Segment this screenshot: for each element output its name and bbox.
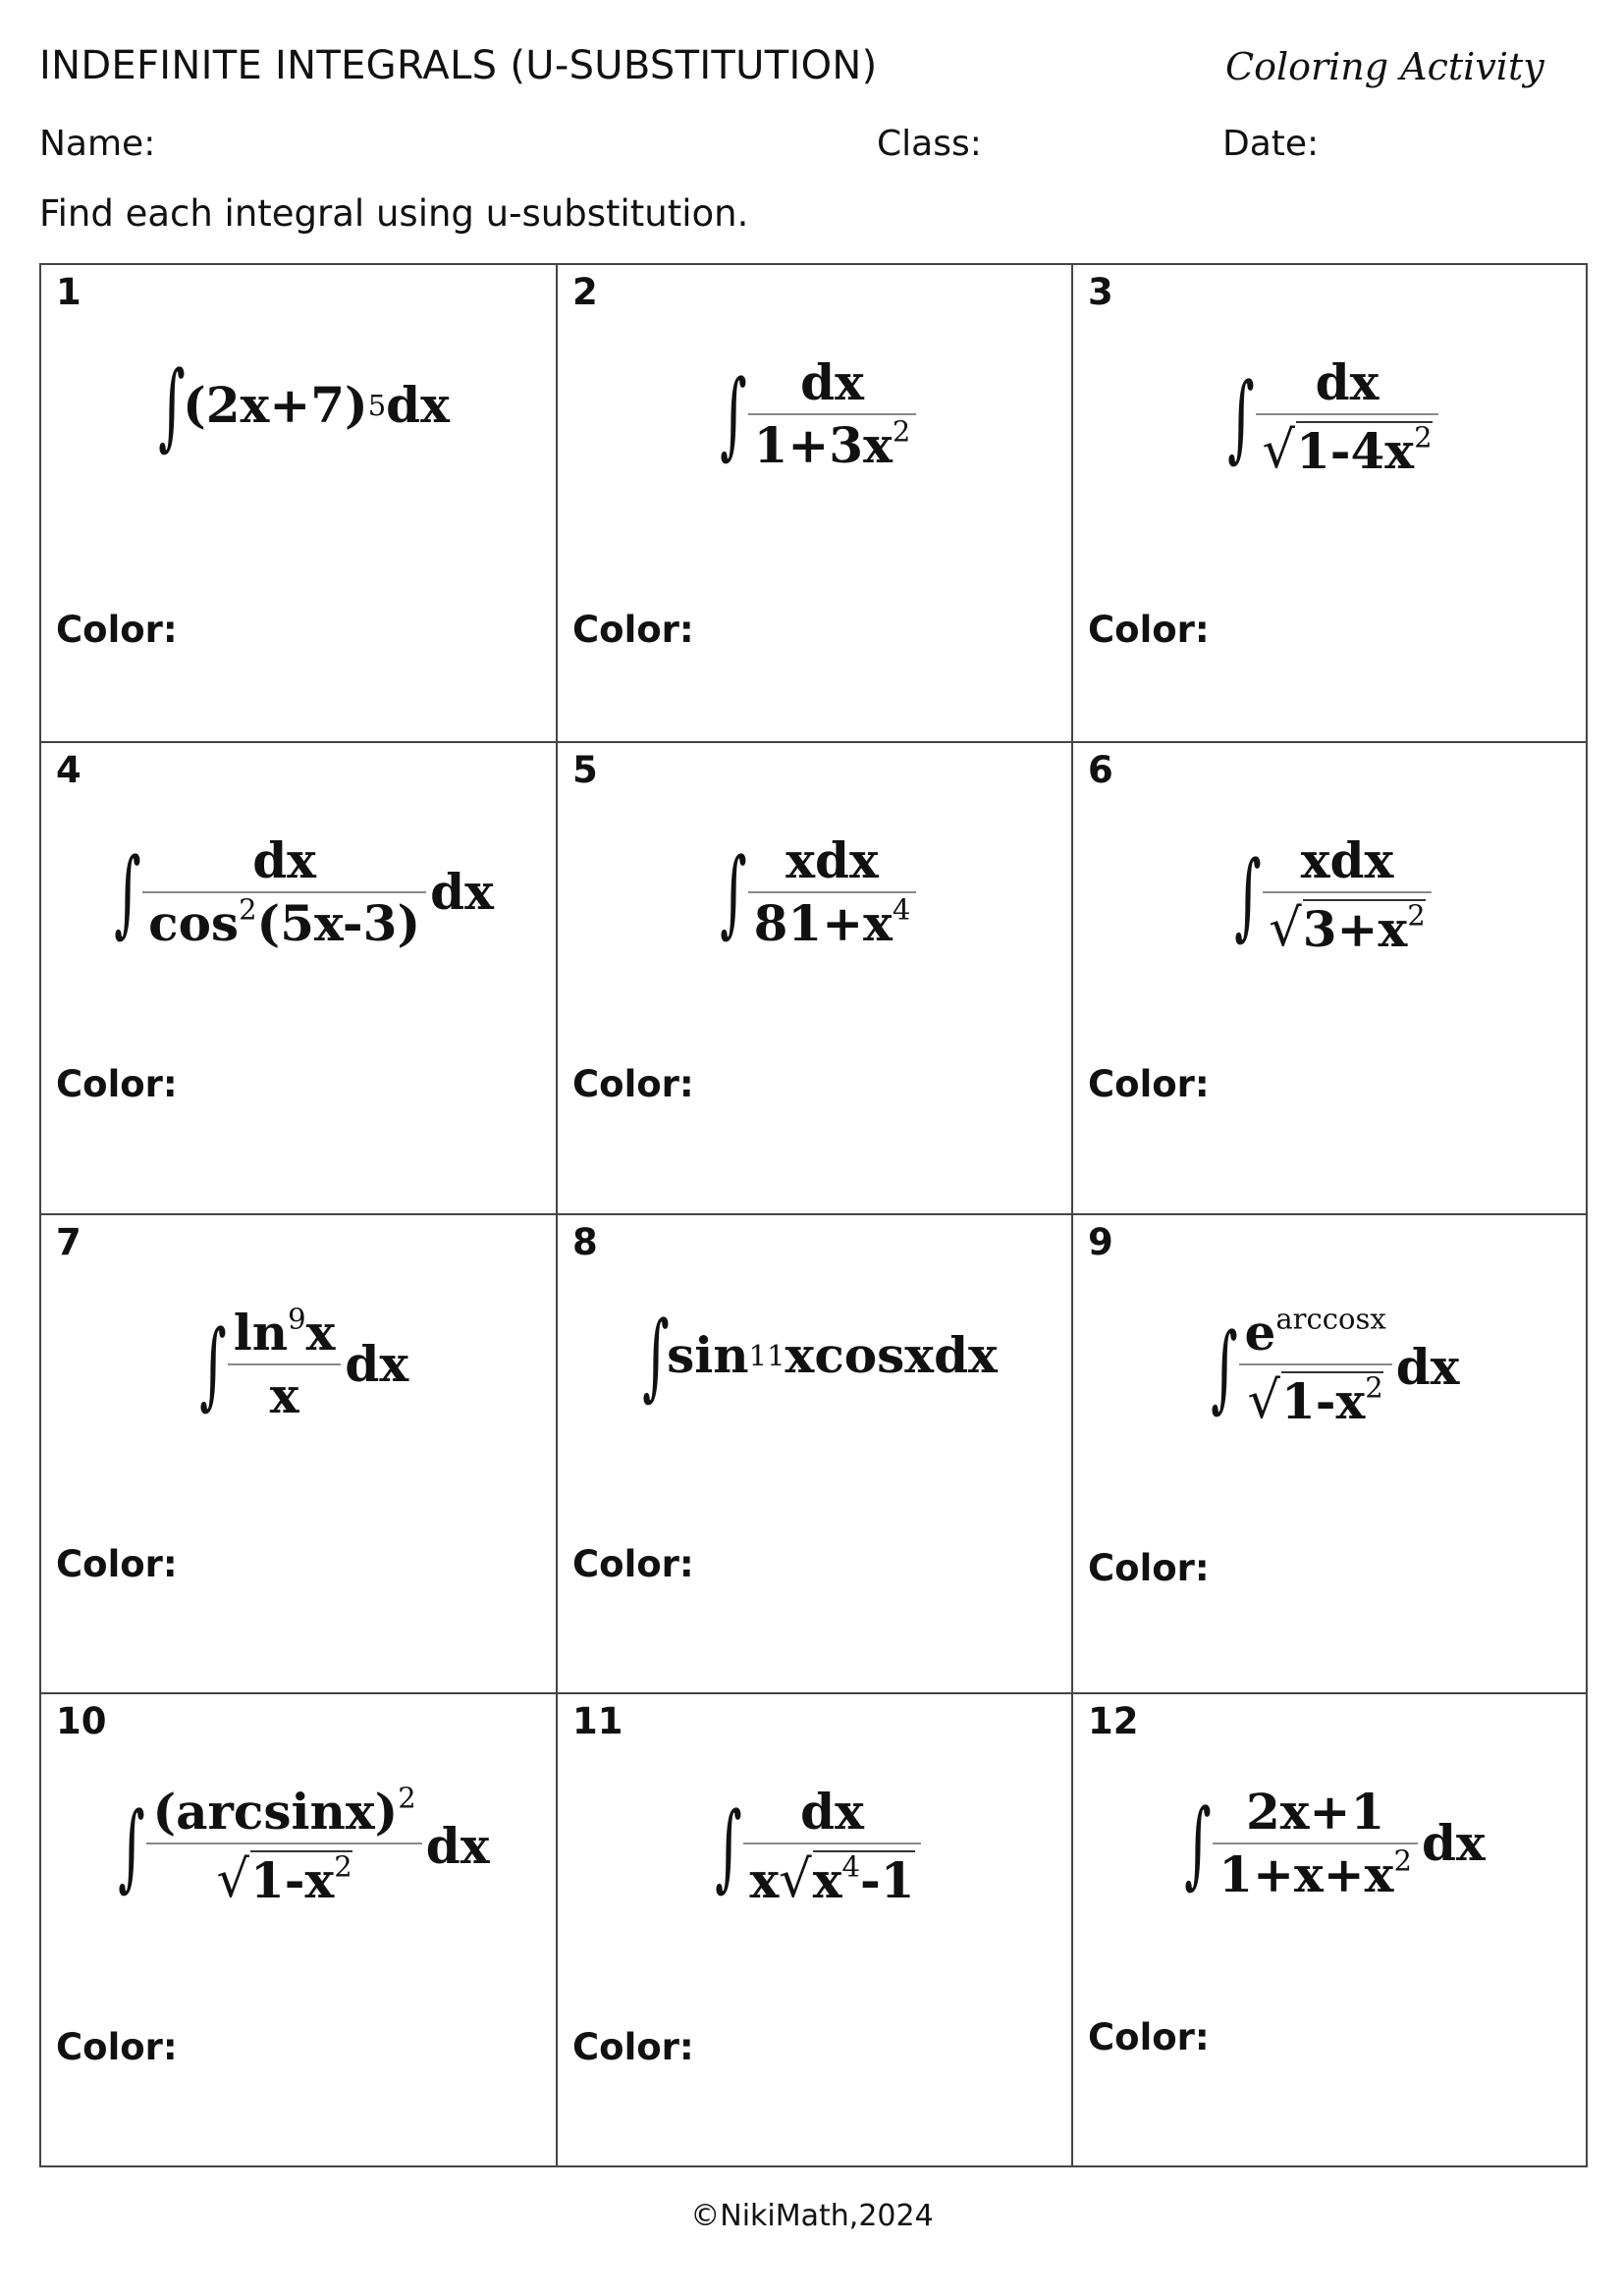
- numerator: dx: [800, 1783, 864, 1841]
- problem-number: 4: [56, 749, 81, 791]
- radical-sign: √: [1269, 897, 1302, 958]
- differential: dx: [345, 1335, 409, 1393]
- integral-expression: [41, 1781, 556, 1909]
- denominator: √ $3+x^2$: [1269, 897, 1426, 958]
- problem-number: 2: [572, 271, 598, 313]
- integral-expression: [1073, 831, 1586, 958]
- problem-cell: [558, 1215, 1073, 1694]
- fraction: [1263, 831, 1431, 958]
- problem-cell: [41, 1215, 558, 1694]
- problem-number: 5: [572, 749, 598, 791]
- denominator: $1+x+x^2$: [1218, 1843, 1412, 1903]
- differential: dx: [386, 376, 450, 434]
- color-label: Color:: [1088, 1063, 1210, 1105]
- numerator: dx: [1315, 353, 1380, 411]
- problem-cell: [41, 265, 558, 743]
- problem-number: 7: [56, 1221, 81, 1263]
- integral-expression: [558, 831, 1071, 952]
- name-field-label: Name:: [39, 124, 156, 164]
- integral-expression: [41, 1302, 556, 1424]
- numerator: dx: [252, 831, 316, 889]
- problem-cell: [558, 265, 1073, 743]
- radical-sign: √: [779, 1848, 812, 1909]
- integral-sign: ∫: [1227, 362, 1256, 472]
- denominator: $81+x^4$: [753, 892, 911, 952]
- color-label: Color:: [56, 609, 178, 651]
- color-label: Color:: [56, 2026, 178, 2068]
- numerator: xdx: [1300, 831, 1394, 889]
- fraction: [1239, 1302, 1392, 1430]
- activity-label: Coloring Activity: [1225, 45, 1544, 88]
- integral-expression: [558, 1783, 1071, 1909]
- integral-sign: ∫: [1184, 1789, 1213, 1898]
- problem-number: 10: [56, 1700, 107, 1742]
- problem-cell: [1073, 1694, 1586, 2165]
- fraction: [743, 1783, 920, 1909]
- color-label: Color:: [1088, 1547, 1210, 1589]
- page-title: INDEFINITE INTEGRALS (U-SUBSTITUTION): [39, 43, 878, 88]
- differential: dx: [1421, 1814, 1486, 1872]
- fraction: [142, 831, 426, 952]
- differential: dx: [425, 1817, 490, 1875]
- numerator: $\ln^9x$: [233, 1302, 336, 1362]
- problem-number: 9: [1088, 1221, 1113, 1263]
- problem-number: 12: [1088, 1700, 1139, 1742]
- numerator: $(\arcsin x)^2$: [152, 1781, 416, 1841]
- fraction: [228, 1302, 342, 1424]
- numerator: dx: [800, 353, 864, 411]
- denominator: $\cos^2(5x-3)$: [148, 892, 421, 952]
- integral-sign: ∫: [719, 837, 747, 947]
- differential: dx: [1395, 1338, 1460, 1396]
- problem-cell: [558, 1694, 1073, 2165]
- integral-expression: ∫ sin 11 xcosxdx: [642, 1301, 998, 1411]
- color-label: Color:: [572, 1063, 694, 1105]
- fraction: [1256, 353, 1437, 480]
- integrand-base: (2x+7): [183, 376, 368, 434]
- integral-sign: ∫: [118, 1791, 146, 1901]
- integral-expression: ∫ (2x+7) 5 dx: [158, 350, 450, 460]
- integral-sign: ∫: [158, 350, 186, 460]
- numerator: xdx: [785, 831, 879, 889]
- instructions: Find each integral using u-substitution.: [39, 192, 749, 235]
- integral-sign: ∫: [199, 1309, 227, 1419]
- problem-cell: [1073, 1215, 1586, 1694]
- class-field-label: Class:: [877, 124, 982, 164]
- integral-expression: [1073, 353, 1586, 480]
- radical-sign: √: [1247, 1369, 1280, 1430]
- color-label: Color:: [572, 609, 694, 651]
- problem-number: 3: [1088, 271, 1113, 313]
- numerator: $e^{arccosx}$: [1244, 1302, 1386, 1362]
- denominator: √ $1-x^2$: [216, 1848, 352, 1909]
- problem-cell: [558, 743, 1073, 1215]
- integral-sign: ∫: [642, 1301, 670, 1411]
- color-label: Color:: [1088, 609, 1210, 651]
- problem-number: 11: [572, 1700, 623, 1742]
- problem-grid: [39, 263, 1588, 2167]
- integral-expression: [558, 353, 1071, 474]
- numerator: 2x+1: [1245, 1783, 1385, 1841]
- integral-expression: [41, 831, 556, 952]
- fraction: [748, 831, 917, 952]
- copyright-footer: ©NikiMath,2024: [690, 2199, 934, 2233]
- denominator: √ $1-x^2$: [1247, 1369, 1383, 1430]
- differential: dx: [430, 863, 494, 921]
- radical-sign: √: [216, 1848, 249, 1909]
- integral-expression: [1073, 1302, 1586, 1430]
- problem-cell: [1073, 265, 1586, 743]
- problem-number: 6: [1088, 749, 1113, 791]
- problem-cell: [41, 1694, 558, 2165]
- color-label: Color:: [56, 1543, 178, 1585]
- integral-expression: [1073, 1783, 1586, 1903]
- denominator: x: [269, 1366, 299, 1424]
- denominator: √ $1-4x^2$: [1262, 419, 1433, 480]
- integrand-sin: sin: [667, 1326, 749, 1384]
- integral-sign: ∫: [719, 359, 747, 469]
- integral-sign: ∫: [1210, 1312, 1238, 1422]
- fraction: [748, 353, 917, 474]
- problem-cell: [1073, 743, 1586, 1215]
- integral-sign: ∫: [1234, 840, 1263, 950]
- denominator: x √ $x^4-1$: [749, 1848, 915, 1909]
- problem-cell: [41, 743, 558, 1215]
- fraction: [146, 1781, 421, 1909]
- color-label: Color:: [572, 1543, 694, 1585]
- date-field-label: Date:: [1222, 124, 1320, 164]
- problem-number: 1: [56, 271, 81, 313]
- color-label: Color:: [572, 2026, 694, 2068]
- problem-number: 8: [572, 1221, 598, 1263]
- color-label: Color:: [56, 1063, 178, 1105]
- integral-sign: ∫: [715, 1791, 743, 1901]
- denominator: $1+3x^2$: [753, 414, 911, 474]
- fraction: [1213, 1783, 1418, 1903]
- radical-sign: √: [1262, 419, 1295, 480]
- integrand-rest: xcosxdx: [785, 1326, 998, 1384]
- integral-sign: ∫: [114, 837, 141, 947]
- color-label: Color:: [1088, 2016, 1210, 2058]
